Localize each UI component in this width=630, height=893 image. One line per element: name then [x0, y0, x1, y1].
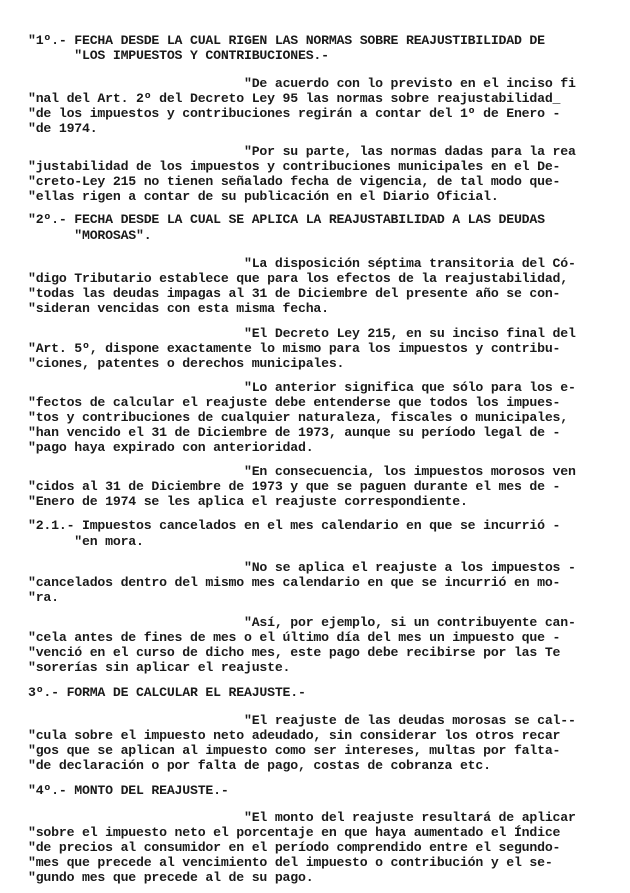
paragraph-line: "Así, por ejemplo, si un contribuyente can-	[244, 615, 576, 630]
paragraph-line: "mes que precede al vencimiento del impuesto o contribución y el se-	[28, 855, 553, 870]
paragraph-line: "han vencido el 31 de Diciembre de 1973, aunque su período legal de -	[28, 425, 561, 440]
paragraph-line: "fectos de calcular el reajuste debe entenderse que todos los impues-	[28, 395, 561, 410]
heading-1-line-2: "LOS IMPUESTOS Y CONTRIBUCIONES.-	[28, 48, 329, 63]
heading-4: "4º.- MONTO DEL REAJUSTE.-	[28, 783, 229, 798]
paragraph-line: "Por su parte, las normas dadas para la rea	[244, 144, 576, 159]
paragraph-line: "Lo anterior significa que sólo para los e-	[244, 380, 576, 395]
paragraph-line: "Art. 5º, dispone exactamente lo mismo para los impuestos y contribu-	[28, 341, 561, 356]
paragraph-line: "De acuerdo con lo previsto en el inciso fi	[244, 76, 576, 91]
heading-2-line-2: "MOROSAS".	[28, 228, 152, 243]
paragraph-line: "tos y contribuciones de cualquier naturaleza, fiscales o municipales,	[28, 410, 568, 425]
paragraph-line: "ellas rigen a contar de su publicación en el Diario Oficial.	[28, 189, 499, 204]
paragraph-line: "nal del Art. 2º del Decreto Ley 95 las normas sobre reajustabilidad_	[28, 91, 561, 106]
paragraph-line: "cancelados dentro del mismo mes calendario en que se incurrió en mo-	[28, 575, 561, 590]
paragraph-line: "todas las deudas impagas al 31 de Diciembre del presente año se con-	[28, 286, 561, 301]
paragraph-line: "La disposición séptima transitoria del Có-	[244, 256, 576, 271]
paragraph-line: "de los impuestos y contribuciones regirán a contar del 1º de Enero -	[28, 106, 561, 121]
heading-1-line-1: "1º.- FECHA DESDE LA CUAL RIGEN LAS NORMAS SOBRE REAJUSTIBILIDAD DE	[28, 33, 545, 48]
paragraph-line: "El reajuste de las deudas morosas se cal--	[244, 713, 576, 728]
paragraph-line: "pago haya expirado con anterioridad.	[28, 440, 314, 455]
paragraph-line: "ra.	[28, 590, 59, 605]
paragraph-line: "sideran vencidas con esta misma fecha.	[28, 301, 329, 316]
paragraph-line: "El monto del reajuste resultará de aplicar	[244, 810, 576, 825]
paragraph-line: "cula sobre el impuesto neto adeudado, sin considerar los otros recar	[28, 728, 561, 743]
subheading-2-1-line-1: "2.1.- Impuestos cancelados en el mes calendario en que se incurrió -	[28, 518, 561, 533]
paragraph-line: "digo Tributario establece que para los efectos de la reajustabilidad,	[28, 271, 568, 286]
paragraph-line: "sobre el impuesto neto el porcentaje en que haya aumentado el Índice	[28, 825, 561, 840]
heading-2-line-1: "2º.- FECHA DESDE LA CUAL SE APLICA LA REAJUSTABILIDAD A LAS DEUDAS	[28, 212, 545, 227]
paragraph-line: "cela antes de fines de mes o el último día del mes un impuesto que -	[28, 630, 561, 645]
paragraph-line: "No se aplica el reajuste a los impuestos -	[244, 560, 576, 575]
heading-3: 3º.- FORMA DE CALCULAR EL REAJUSTE.-	[28, 685, 306, 700]
paragraph-line: "En consecuencia, los impuestos morosos ven	[244, 464, 576, 479]
paragraph-line: "justabilidad de los impuestos y contribuciones municipales en el De-	[28, 159, 561, 174]
paragraph-line: "de precios al consumidor en el período comprendido entre el segundo-	[28, 840, 561, 855]
paragraph-line: "de 1974.	[28, 121, 98, 136]
paragraph-line: "cidos al 31 de Diciembre de 1973 y que se paguen durante el mes de -	[28, 479, 561, 494]
paragraph-line: "sorerías sin aplicar el reajuste.	[28, 660, 291, 675]
paragraph-line: "gundo mes que precede al de su pago.	[28, 870, 314, 885]
paragraph-line: "Enero de 1974 se les aplica el reajuste correspondiente.	[28, 494, 468, 509]
paragraph-line: "El Decreto Ley 215, en su inciso final del	[244, 326, 576, 341]
paragraph-line: "gos que se aplican al impuesto como ser intereses, multas por falta-	[28, 743, 561, 758]
paragraph-line: "creto-Ley 215 no tienen señalado fecha de vigencia, de tal modo que-	[28, 174, 561, 189]
paragraph-line: "ciones, patentes o derechos municipales.	[28, 356, 345, 371]
paragraph-line: "venció en el curso de dicho mes, este pago debe recibirse por las Te	[28, 645, 561, 660]
subheading-2-1-line-2: "en mora.	[28, 534, 144, 549]
paragraph-line: "de declaración o por falta de pago, costas de cobranza etc.	[28, 758, 491, 773]
